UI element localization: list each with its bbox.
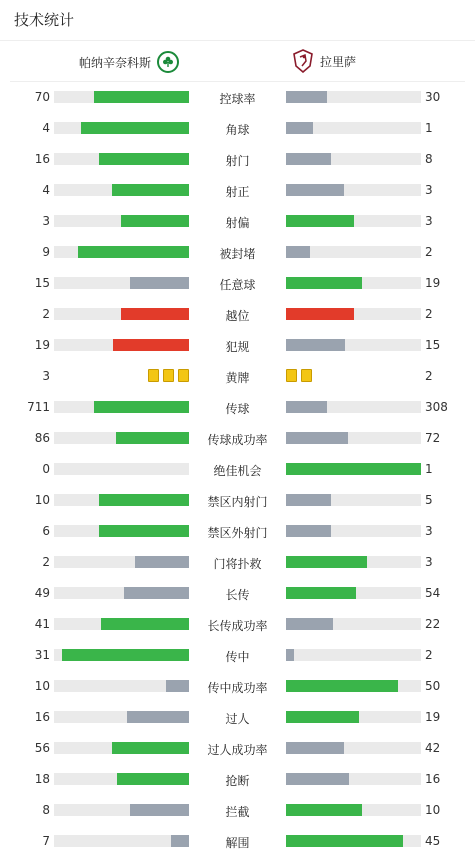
home-bar-track — [54, 556, 189, 568]
stat-label: 禁区外射门 — [207, 526, 268, 540]
away-value: 2 — [425, 369, 433, 383]
home-bar — [135, 556, 189, 568]
away-value: 30 — [425, 90, 441, 104]
home-bar — [121, 308, 189, 320]
away-value: 3 — [425, 183, 433, 197]
home-value: 16 — [34, 152, 50, 166]
away-value: 50 — [425, 679, 441, 693]
home-bar-track — [54, 339, 189, 351]
home-bar — [62, 649, 189, 661]
away-value: 42 — [425, 741, 441, 755]
stat-label: 解围 — [225, 836, 250, 850]
away-bar — [286, 91, 327, 103]
away-bar-track — [286, 649, 421, 661]
stat-label: 任意球 — [219, 278, 256, 292]
home-bar — [94, 401, 189, 413]
home-value: 2 — [42, 307, 50, 321]
home-value: 86 — [34, 431, 50, 445]
yellow-card-icon — [301, 369, 312, 382]
away-bar-track — [286, 680, 421, 692]
home-value: 4 — [42, 121, 50, 135]
away-bar-track — [286, 122, 421, 134]
home-bar — [101, 618, 189, 630]
yellow-card-icon — [163, 369, 174, 382]
away-bar-track — [286, 742, 421, 754]
yellow-card-icon — [148, 369, 159, 382]
section-title: 技术统计 — [14, 11, 75, 29]
yellow-card-icon — [178, 369, 189, 382]
home-bar-track — [54, 153, 189, 165]
away-bar-track — [286, 277, 421, 289]
stat-label: 传球成功率 — [207, 433, 268, 447]
home-bar — [127, 711, 189, 723]
away-value: 54 — [425, 586, 441, 600]
stat-label: 射正 — [225, 185, 250, 199]
home-bar — [171, 835, 189, 847]
away-team-name: 拉里萨 — [320, 54, 357, 69]
away-bar — [286, 835, 403, 847]
home-value: 15 — [34, 276, 50, 290]
home-bar-track — [54, 277, 189, 289]
stat-row — [0, 490, 475, 510]
away-bar — [286, 680, 398, 692]
stat-row — [0, 583, 475, 603]
home-bar-track — [54, 432, 189, 444]
away-value: 19 — [425, 276, 441, 290]
away-bar-track — [286, 835, 421, 847]
away-bar — [286, 401, 327, 413]
home-bar-track — [54, 804, 189, 816]
home-bar-track — [54, 246, 189, 258]
home-bar-track — [54, 711, 189, 723]
away-bar — [286, 494, 331, 506]
home-value: 8 — [42, 803, 50, 817]
away-bar-track — [286, 494, 421, 506]
home-bar — [81, 122, 189, 134]
section-header — [0, 0, 475, 41]
away-bar — [286, 184, 344, 196]
home-value: 2 — [42, 555, 50, 569]
home-value: 16 — [34, 710, 50, 724]
home-bar-track — [54, 742, 189, 754]
stat-row — [0, 273, 475, 293]
away-bar — [286, 463, 421, 475]
away-bar-track — [286, 804, 421, 816]
stat-label: 射偏 — [225, 216, 250, 230]
away-bar — [286, 711, 359, 723]
home-bar — [99, 153, 189, 165]
away-bar — [286, 215, 354, 227]
home-bar — [116, 432, 189, 444]
away-bar — [286, 308, 354, 320]
away-bar — [286, 153, 331, 165]
home-bar — [78, 246, 189, 258]
away-bar — [286, 339, 345, 351]
away-value: 2 — [425, 245, 433, 259]
stat-row — [0, 800, 475, 820]
stat-label: 黄牌 — [225, 371, 250, 385]
home-team[interactable] — [79, 51, 179, 73]
away-value: 1 — [425, 462, 433, 476]
away-bar-track — [286, 525, 421, 537]
away-bar-track — [286, 153, 421, 165]
home-bar-track — [54, 618, 189, 630]
yellow-card-icon — [286, 369, 297, 382]
larissa-logo-icon — [292, 49, 314, 73]
home-value: 9 — [42, 245, 50, 259]
away-bar — [286, 246, 310, 258]
home-bar-track — [54, 773, 189, 785]
home-bar — [112, 742, 189, 754]
home-bar-track — [54, 494, 189, 506]
home-bar-track — [54, 649, 189, 661]
stat-label: 越位 — [225, 309, 250, 323]
stat-row — [0, 769, 475, 789]
home-bar-track — [54, 215, 189, 227]
home-value: 0 — [42, 462, 50, 476]
home-yellow-cards — [148, 369, 189, 382]
stat-row — [0, 831, 475, 851]
away-bar-track — [286, 91, 421, 103]
stat-label: 角球 — [225, 123, 250, 137]
away-value: 3 — [425, 524, 433, 538]
stat-label: 门将扑救 — [213, 557, 262, 571]
away-value: 3 — [425, 555, 433, 569]
stat-label: 射门 — [225, 154, 250, 168]
home-value: 10 — [34, 493, 50, 507]
home-value: 70 — [34, 90, 50, 104]
stat-label: 过人成功率 — [207, 743, 268, 757]
away-bar-track — [286, 618, 421, 630]
away-team[interactable] — [292, 49, 356, 73]
home-bar — [99, 525, 189, 537]
away-bar — [286, 773, 349, 785]
home-value: 6 — [42, 524, 50, 538]
away-value: 45 — [425, 834, 441, 848]
home-value: 18 — [34, 772, 50, 786]
stat-row — [0, 552, 475, 572]
away-bar-track — [286, 463, 421, 475]
away-value: 15 — [425, 338, 441, 352]
home-value: 711 — [27, 400, 50, 414]
home-bar-track — [54, 525, 189, 537]
stat-label: 长传成功率 — [207, 619, 268, 633]
home-bar-track — [54, 587, 189, 599]
away-bar — [286, 587, 356, 599]
stat-row — [0, 87, 475, 107]
stat-label: 传球 — [225, 402, 250, 416]
stat-row — [0, 149, 475, 169]
away-value: 5 — [425, 493, 433, 507]
stat-row — [0, 366, 475, 386]
home-value: 4 — [42, 183, 50, 197]
home-bar — [112, 184, 189, 196]
stat-row — [0, 459, 475, 479]
stat-row — [0, 707, 475, 727]
stat-label: 犯规 — [225, 340, 250, 354]
home-bar — [94, 91, 189, 103]
home-value: 19 — [34, 338, 50, 352]
stat-label: 抢断 — [225, 774, 250, 788]
away-value: 308 — [425, 400, 448, 414]
stat-row — [0, 521, 475, 541]
away-bar — [286, 649, 294, 661]
away-value: 72 — [425, 431, 441, 445]
stat-row — [0, 676, 475, 696]
away-bar — [286, 122, 313, 134]
teams-row — [10, 41, 465, 82]
panathinaikos-logo-icon — [157, 51, 179, 73]
stat-label: 禁区内射门 — [207, 495, 268, 509]
home-value: 3 — [42, 369, 50, 383]
stat-row — [0, 118, 475, 138]
home-bar — [130, 277, 189, 289]
home-value: 41 — [34, 617, 50, 631]
stat-label: 过人 — [225, 712, 250, 726]
stat-row — [0, 335, 475, 355]
stat-label: 传中成功率 — [207, 681, 268, 695]
away-value: 2 — [425, 648, 433, 662]
home-bar-track — [54, 91, 189, 103]
away-value: 3 — [425, 214, 433, 228]
home-bar-track — [54, 401, 189, 413]
away-bar-track — [286, 339, 421, 351]
away-bar — [286, 804, 362, 816]
stat-row — [0, 614, 475, 634]
away-value: 10 — [425, 803, 441, 817]
away-bar — [286, 525, 331, 537]
home-bar-track — [54, 308, 189, 320]
home-bar-track — [54, 835, 189, 847]
home-value: 56 — [34, 741, 50, 755]
stat-row — [0, 304, 475, 324]
away-bar — [286, 618, 333, 630]
home-bar-track — [54, 184, 189, 196]
home-bar — [121, 215, 189, 227]
away-bar — [286, 432, 348, 444]
home-bar — [117, 773, 189, 785]
home-bar — [124, 587, 189, 599]
stat-row — [0, 180, 475, 200]
away-value: 16 — [425, 772, 441, 786]
stat-label: 传中 — [225, 650, 250, 664]
away-yellow-cards — [286, 369, 312, 382]
away-value: 8 — [425, 152, 433, 166]
stat-row — [0, 397, 475, 417]
away-bar-track — [286, 246, 421, 258]
away-bar-track — [286, 184, 421, 196]
away-bar-track — [286, 215, 421, 227]
stat-row — [0, 645, 475, 665]
stat-label: 被封堵 — [219, 247, 256, 261]
stat-row — [0, 211, 475, 231]
home-bar-track — [54, 463, 189, 475]
away-value: 22 — [425, 617, 441, 631]
away-bar-track — [286, 556, 421, 568]
home-value: 31 — [34, 648, 50, 662]
home-bar-track — [54, 122, 189, 134]
home-bar — [130, 804, 189, 816]
away-value: 19 — [425, 710, 441, 724]
home-team-name: 帕纳辛奈科斯 — [78, 55, 151, 70]
stat-row — [0, 242, 475, 262]
stat-row — [0, 428, 475, 448]
home-bar — [113, 339, 189, 351]
home-bar — [99, 494, 189, 506]
stat-label: 绝佳机会 — [213, 464, 262, 478]
away-bar-track — [286, 773, 421, 785]
away-value: 1 — [425, 121, 433, 135]
stat-label: 控球率 — [219, 92, 256, 106]
stat-label: 拦截 — [225, 805, 250, 819]
home-bar-track — [54, 680, 189, 692]
away-bar-track — [286, 401, 421, 413]
away-bar — [286, 556, 367, 568]
away-value: 2 — [425, 307, 433, 321]
away-bar-track — [286, 587, 421, 599]
away-bar — [286, 277, 362, 289]
stat-row — [0, 738, 475, 758]
home-bar — [166, 680, 189, 692]
away-bar-track — [286, 432, 421, 444]
away-bar-track — [286, 308, 421, 320]
away-bar-track — [286, 711, 421, 723]
home-value: 49 — [34, 586, 50, 600]
home-value: 10 — [34, 679, 50, 693]
home-value: 3 — [42, 214, 50, 228]
away-bar — [286, 742, 344, 754]
home-value: 7 — [42, 834, 50, 848]
stat-label: 长传 — [225, 588, 250, 602]
